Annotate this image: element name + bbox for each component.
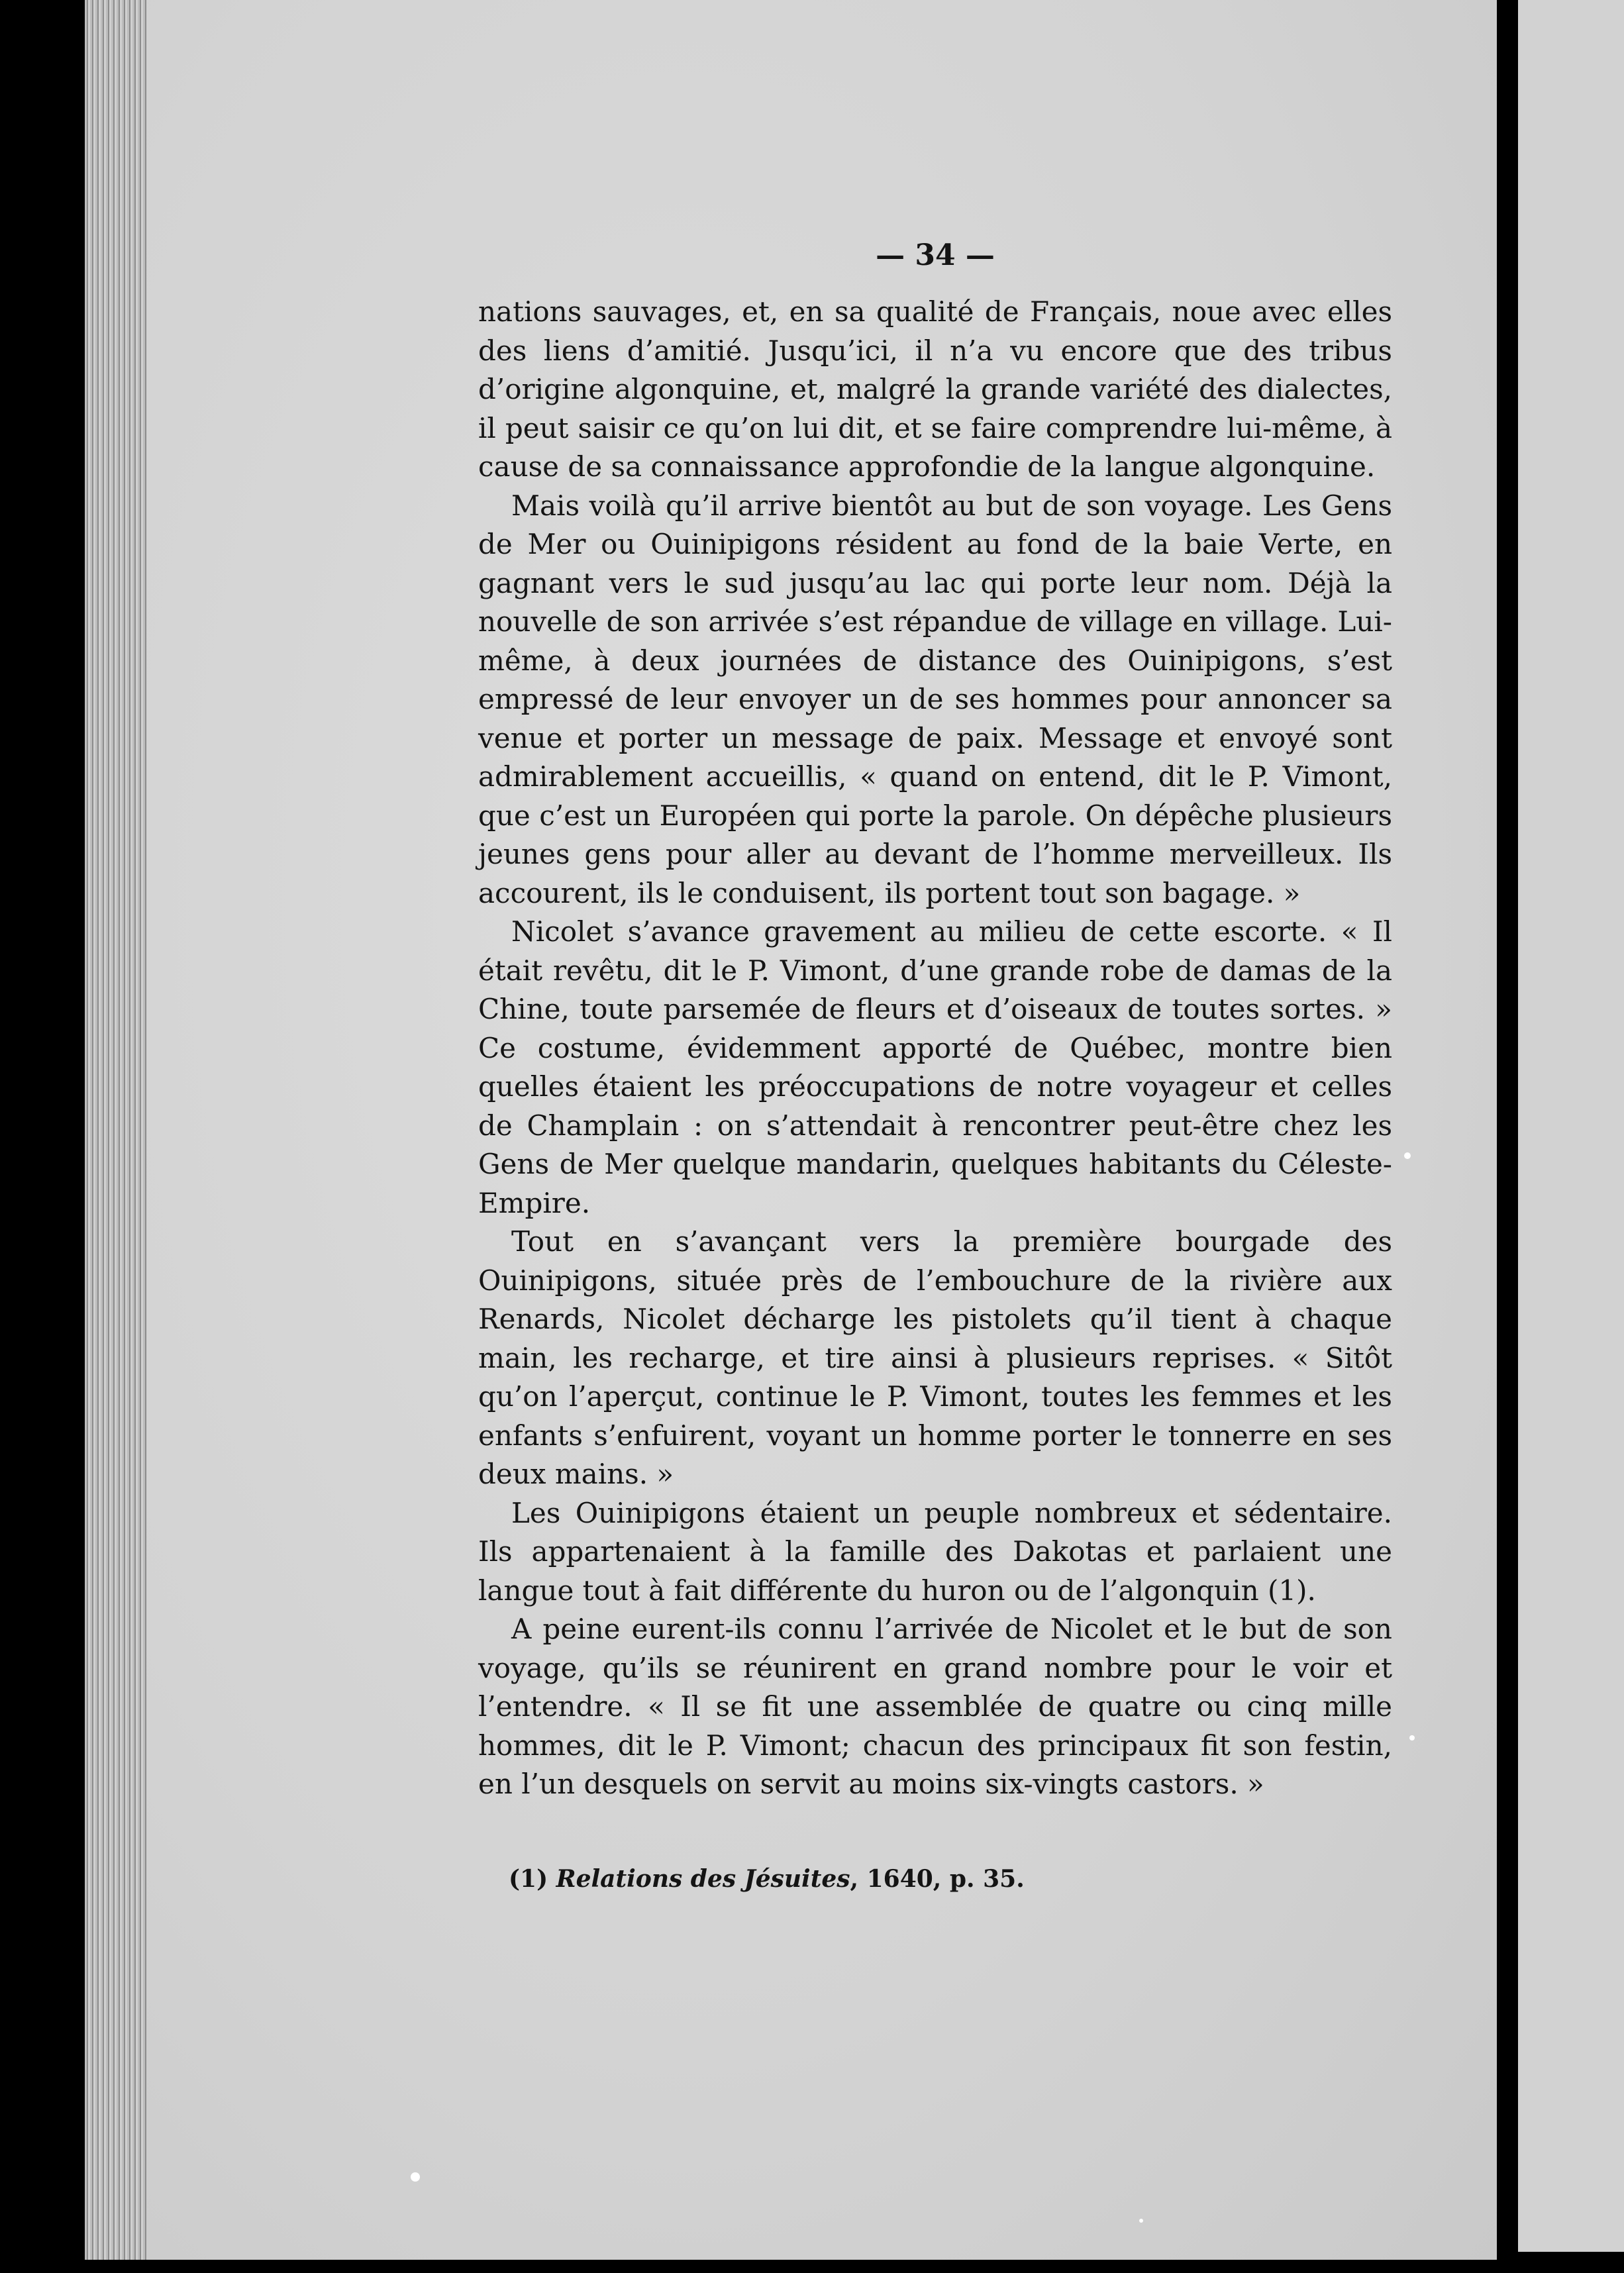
paragraph: Les Ouinipigons étaient un peuple nombreux et sédentaire. Ils appartenaient à la famille des Dakotas et parlaient une langue tout à fait différente du huron ou de l’algonquin (1). [478,1496,1392,1607]
dust-speck [1404,1152,1411,1159]
paragraph: nations sauvages, et, en sa qualité de Français, noue avec elles des liens d’amitié. Jusqu’ici, il n’a vu encore que des tribus d’origine algonquine, et, malgré la grande variété des dialectes, il peut saisir ce qu’on lui dit, et se faire comprendre lui-même, à cause de sa connaissance approfondie de la langue algonquine. [478,295,1392,483]
body-text [478,293,1392,1804]
facing-page-edge [1518,0,1624,2252]
page-edges [85,0,151,2260]
dust-speck [1409,1735,1415,1741]
book-gutter [1497,0,1518,2273]
paragraph: Tout en s’avançant vers la première bourgade des Ouinipigons, située près de l’embouchure de la rivière aux Renards, Nicolet décharge les pistolets qu’il tient à chaque main, les recharge, et tire ainsi à plusieurs reprises. « Sitôt qu’on l’aperçut, continue le P. Vimont, toutes les femmes et les enfants s’enfuirent, voyant un homme porter le tonnerre en ses deux mains. » [478,1225,1392,1490]
dust-speck [411,2172,420,2182]
paragraph: A peine eurent-ils connu l’arrivée de Nicolet et le but de son voyage, qu’ils se réunirent en grand nombre pour le voir et l’entendre. « Il se fit une assemblée de quatre ou cinq mille hommes, dit le P. Vimont; chacun des principaux fit son festin, en l’un desquels on servit au moins six-vingts castors. » [478,1613,1392,1800]
paragraph: Mais voilà qu’il arrive bientôt au but de son voyage. Les Gens de Mer ou Ouinipigons résident au fond de la baie Verte, en gagnant vers le sud jusqu’au lac qui porte leur nom. Déjà la nouvelle de son arrivée s’est répandue de village en village. Lui-même, à deux journées de distance des Ouinipigons, s’est empressé de leur envoyer un de ses hommes pour annoncer sa venue et porter un message de paix. Message et envoyé sont admirablement accueillis, « quand on entend, dit le P. Vimont, que c’est un Européen qui porte la parole. On dépêche plusieurs jeunes gens pour aller au devant de l’homme merveilleux. Ils accourent, ils le conduisent, ils portent tout son bagage. » [478,489,1392,909]
footnote-marker: (1) [509,1864,548,1893]
dust-speck [1139,2219,1143,2223]
paragraph: Nicolet s’avance gravement au milieu de cette escorte. « Il était revêtu, dit le P. Vimont, d’une grande robe de damas de la Chine, toute parsemée de fleurs et d’oiseaux de toutes sortes. » Ce costume, évidemment apporté de Québec, montre bien quelles étaient les préoccupations de notre voyageur et celles de Champlain : on s’attendait à rencontrer peut-être chez les Gens de Mer quelque mandarin, quelques habitants du Céleste-Empire. [478,915,1392,1219]
page-number: — 34 — [876,238,995,272]
footnote-details: , 1640, p. 35. [850,1864,1025,1893]
footnote-work-title: Relations des Jésuites [556,1864,850,1893]
page-text-block [478,232,1392,1895]
footnote [509,1862,1392,1895]
